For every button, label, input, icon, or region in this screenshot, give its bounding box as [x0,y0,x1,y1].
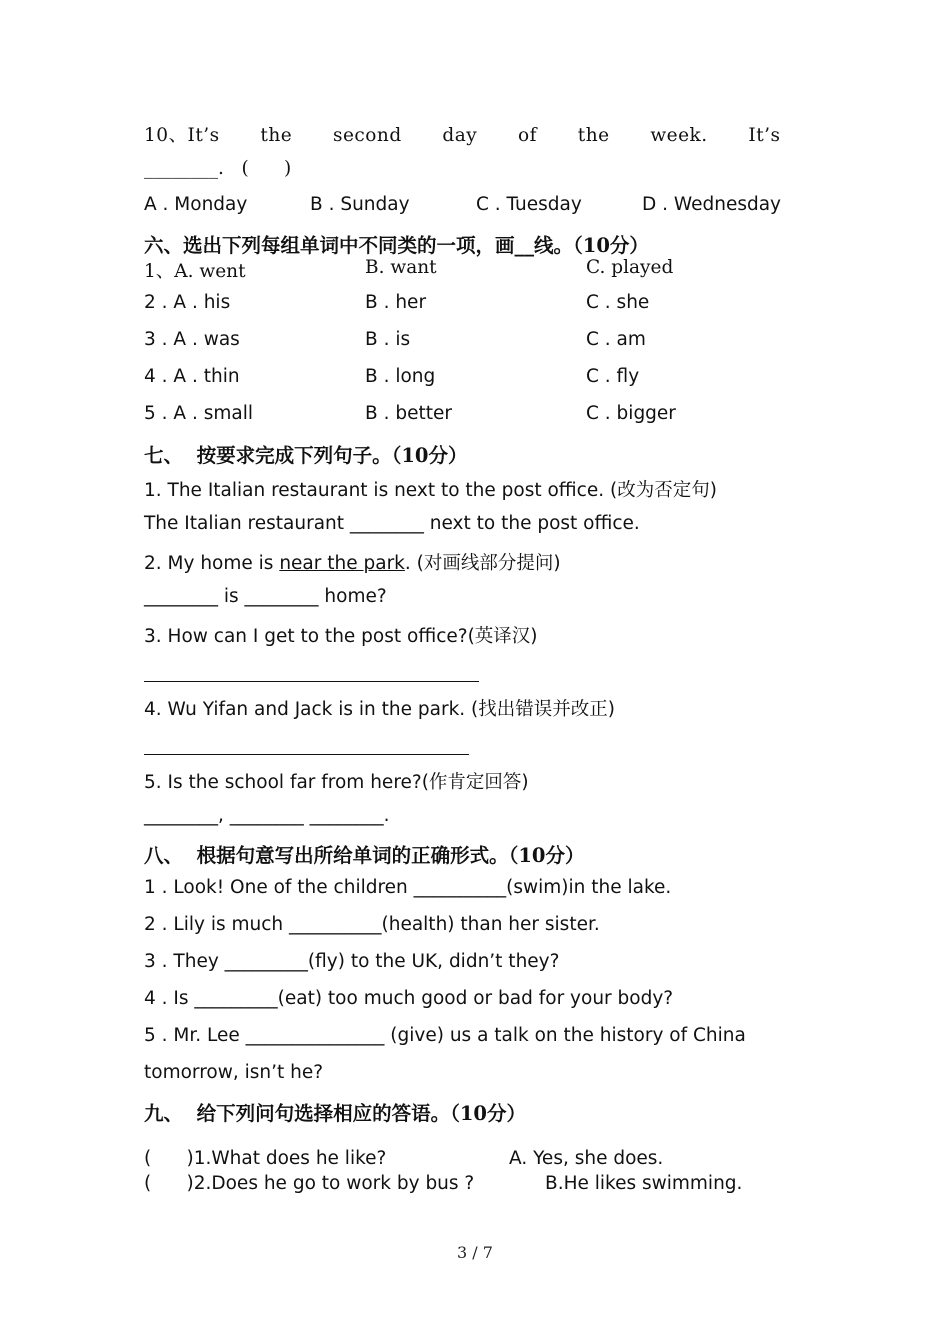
page-number: 3 / 7 [457,1243,493,1262]
s9-q1: ( )1.What does he like? [144,1148,387,1169]
s7-answer-line-4 [144,753,469,755]
s8-line4: 4 . Is _________(eat) too much good or bad for your body? [144,988,674,1009]
q10-answer-line [144,158,291,179]
s6-row3-b: B . is [365,329,411,350]
s6-row1-c: C. played [586,257,674,278]
s6-row4-b: B . long [365,366,436,387]
s6-row2-a: 2 . A . his [144,292,231,313]
s8-line3: 3 . They _________(fly) to the UK, didn’t they? [144,951,560,972]
s7-a1: The Italian restaurant ________ next to the post office. [144,513,640,534]
q10-text: 10、It’s the second day of the week. It’s [144,125,781,146]
q10-paren: ( ) [241,158,292,179]
s7-q4: 4. Wu Yifan and Jack is in the park. (找出错误并改正) [144,699,615,720]
q10-blank: ________. [144,158,224,179]
s6-row4-a: 4 . A . thin [144,366,240,387]
s6-row1-b: B. want [365,257,437,278]
q10-option-b: B . Sunday [310,194,410,215]
s9-a1: A. Yes, she does. [509,1148,664,1169]
s6-row5-c: C . bigger [586,403,676,424]
s7-q2-pre: 2. My home is [144,553,280,574]
q10-option-d: D . Wednesday [642,194,781,215]
s6-row2-c: C . she [586,292,650,313]
s8-line2: 2 . Lily is much __________(health) than her sister. [144,914,600,935]
s7-a2: ________ is ________ home? [144,586,387,607]
s7-q2-post: . (对画线部分提问) [404,553,561,574]
s8-line6: tomorrow, isn’t he? [144,1062,324,1083]
s7-q1: 1. The Italian restaurant is next to the post office. (改为否定句) [144,480,717,501]
section-8-title: 八、 根据句意写出所给单词的正确形式。（10分） [144,844,585,867]
section-7-title: 七、 按要求完成下列句子。（10分） [144,444,468,467]
s9-a2: B.He likes swimming. [545,1173,743,1194]
s7-a5: ________, ________ ________. [144,805,390,826]
s6-row5-a: 5 . A . small [144,403,253,424]
s7-q2 [144,549,561,575]
s9-q2: ( )2.Does he go to work by bus ? [144,1173,475,1194]
s8-line1: 1 . Look! One of the children __________(swim)in the lake. [144,877,672,898]
s7-answer-line-3 [144,680,479,682]
s7-q5: 5. Is the school far from here?(作肯定回答) [144,772,529,793]
s8-line5: 5 . Mr. Lee _______________ (give) us a talk on the history of China [144,1025,746,1046]
s6-row5-b: B . better [365,403,452,424]
s6-row2-b: B . her [365,292,427,313]
section-9-title: 九、 给下列问句选择相应的答语。（10分） [144,1102,526,1125]
section-6-title: 六、选出下列每组单词中不同类的一项，画__线。（10分） [144,234,649,257]
s7-q3: 3. How can I get to the post office?(英译汉) [144,626,538,647]
s6-row4-c: C . fly [586,366,640,387]
s6-row3-a: 3 . A . was [144,329,240,350]
s7-q2-underlined: near the park [279,553,405,574]
s6-row1-a: 1、A. went [144,261,246,282]
s6-row3-c: C . am [586,329,646,350]
q10-option-c: C . Tuesday [476,194,582,215]
q10-option-a: A . Monday [144,194,248,215]
